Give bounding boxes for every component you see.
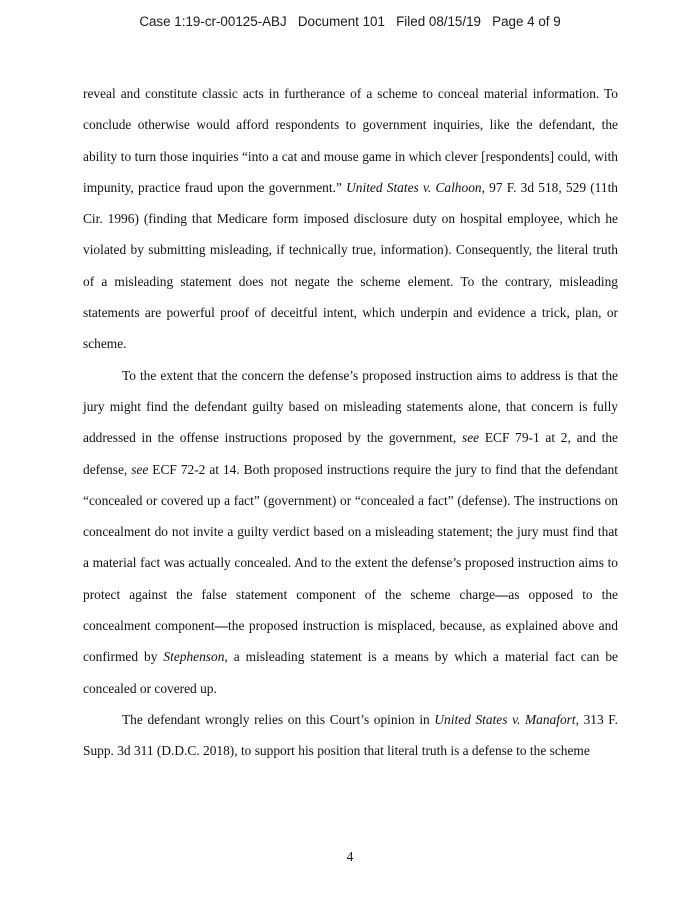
case-citation: see bbox=[131, 461, 149, 477]
page-number: 4 bbox=[346, 849, 354, 864]
text-segment: as opposed to the concealment component bbox=[83, 586, 618, 634]
case-citation: United States v. Calhoon bbox=[346, 179, 482, 195]
case-citation: United States v. Manafort bbox=[434, 711, 576, 727]
text-segment: The defendant wrongly relies on this Court’s opinion in bbox=[122, 711, 435, 727]
ecf-header bbox=[0, 14, 700, 29]
text-segment: , a misleading statement is a means by which a material fact can be concealed or covered up. bbox=[83, 649, 618, 696]
page-count: Page 4 of 9 bbox=[492, 14, 561, 29]
text-segment: , 97 F. 3d 518, 529 (11th Cir. 1996) (finding that Medicare form imposed disclosure duty on hospital employee, which he violated by submitting misleading, if technically true, information). Consequently, the literal truth of a misleading statement does not negate the scheme element. To the contrary, misleading statements are powerful proof of deceitful intent, which underpin and evidence a trick, plan, or scheme. bbox=[83, 179, 618, 352]
em-dash: — bbox=[214, 618, 229, 634]
text-segment: ECF 79-1 at 2, and the defense, bbox=[83, 430, 619, 477]
case-number: Case 1:19-cr-00125-ABJ bbox=[139, 14, 287, 29]
em-dash: — bbox=[494, 586, 509, 602]
text-segment: the proposed instruction is misplaced, because, as explained above and confirmed by bbox=[83, 618, 618, 665]
document-number: Document 101 bbox=[297, 14, 385, 29]
text-segment: , 313 F. Supp. 3d 311 (D.D.C. 2018), to support his position that literal truth is a defense to the scheme bbox=[83, 711, 619, 759]
document-body bbox=[83, 78, 618, 767]
text-segment: ECF 72-2 at 14. Both proposed instructions require the jury to find that the defendant “concealed or covered up a fact” (government) or “concealed a fact” (defense). The instructions on concealment do not invite a guilty verdict based on a misleading statement; the jury must find that a material fact was actually concealed. And to the extent the defense’s proposed instruction aims to protect against the false statement component of the scheme charge bbox=[83, 461, 619, 602]
paragraph-2 bbox=[83, 360, 618, 704]
case-citation: Stephenson bbox=[163, 649, 225, 665]
filed-date: Filed 08/15/19 bbox=[396, 14, 481, 29]
paragraph-1 bbox=[83, 78, 618, 360]
text-segment: To the extent that the concern the defense’s proposed instruction aims to address is that the jury might find the defendant guilty based on misleading statements alone, that concern is fully addressed in the offense instructions proposed by the government, bbox=[83, 367, 618, 446]
paragraph-3 bbox=[83, 704, 618, 767]
text-segment: reveal and constitute classic acts in furtherance of a scheme to conceal material information. To conclude otherwise would afford respondents to government inquiries, like the defendant, the ability to turn those inquiries “into a cat and mouse game in which clever [respondents] could, with impunity, practice fraud upon the government.” bbox=[83, 86, 618, 195]
case-citation: see bbox=[461, 430, 480, 446]
